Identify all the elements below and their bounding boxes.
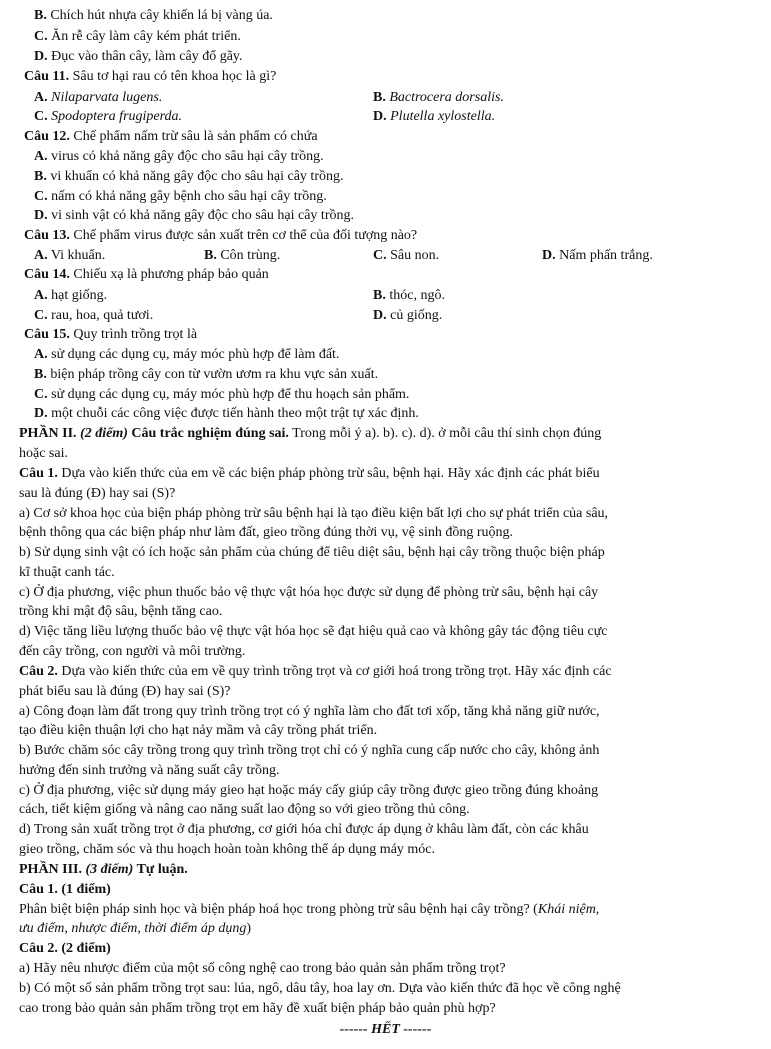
option-d: D. Đục vào thân cây, làm cây đổ gãy. [34,49,243,64]
tf-q2-item-a: a) Công đoạn làm đất trong quy trình trồng trọt có ý nghĩa làm cho đất tơi xốp, tăng khả năng giữ nước, [19,704,600,719]
q11-option-d: D. Plutella xylostella. [373,109,496,124]
tf-q1-item-c-cont: trồng khi mật độ sâu, bệnh tăng cao. [19,604,223,619]
q13-option-c: C. Sâu non. [373,248,440,263]
q12-option-b: B. vi khuẩn có khả năng gây độc cho sâu hại cây trồng. [34,169,344,184]
q15-option-b: B. biện pháp trồng cây con từ vườn ươm ra khu vực sản xuất. [34,367,379,382]
question-13: Câu 13. Chế phẩm virus được sản xuất trên cơ thể của đối tượng nào? [24,228,418,243]
q13-option-a: A. Vi khuẩn. [34,248,106,263]
essay-question-2-b-cont: cao trong bảo quản sản phẩm trồng trọt em hãy đề xuất biện pháp bảo quản phù hợp? [19,1001,496,1016]
tf-q1-item-a-cont: bệnh thông qua các biện pháp như làm đất, gieo trồng đúng thời vụ, vệ sinh đồng ruộng. [19,525,514,540]
option-b: B. Chích hút nhựa cây khiến lá bị vàng úa. [34,8,273,23]
tf-q2-item-b: b) Bước chăm sóc cây trồng trong quy trình trồng trọt chỉ có ý nghĩa cung cấp nước cho cây, không ảnh [19,743,600,758]
tf-q2-item-d-cont: gieo trồng, chăm sóc và thu hoạch hoàn toàn không thể áp dụng máy móc. [19,842,436,857]
tf-q2-item-c: c) Ở địa phương, việc sử dụng máy gieo hạt hoặc máy cấy giúp cây trồng được gieo trồng đúng khoảng [19,783,599,798]
q13-option-b: B. Côn trùng. [204,248,281,263]
q15-option-a: A. sử dụng các dụng cụ, máy móc phù hợp để làm đất. [34,347,340,362]
essay-question-2-heading: Câu 2. (2 điểm) [19,941,111,956]
tf-question-1-cont: sau là đúng (Đ) hay sai (S)? [19,486,176,501]
q15-option-c: C. sử dụng các dụng cụ, máy móc phù hợp để thu hoạch sản phẩm. [34,387,410,402]
q11-option-a: A. Nilaparvata lugens. [34,90,163,105]
tf-q1-item-c: c) Ở địa phương, việc phun thuốc bảo vệ thực vật hóa học được sử dụng để phòng trừ sâu, bệnh hại cây [19,585,599,600]
tf-q2-item-b-cont: hưởng đến sinh trưởng và năng suất cây trồng. [19,763,280,778]
q14-option-d: D. củ giống. [373,308,443,323]
tf-question-1: Câu 1. Dựa vào kiến thức của em về các biện pháp phòng trừ sâu, bệnh hại. Hãy xác định các phát biểu [19,466,600,481]
question-12: Câu 12. Chế phẩm nấm trừ sâu là sản phẩm có chứa [24,129,318,144]
q11-option-b: B. Bactrocera dorsalis. [373,90,504,105]
question-11: Câu 11. Sâu tơ hại rau có tên khoa học là gì? [24,69,277,84]
option-c: C. Ăn rễ cây làm cây kém phát triển. [34,29,241,44]
tf-question-2-cont: phát biểu sau là đúng (Đ) hay sai (S)? [19,684,231,699]
q15-option-d: D. một chuỗi các công việc được tiến hành theo một trật tự xác định. [34,406,419,421]
q14-option-c: C. rau, hoa, quả tươi. [34,308,154,323]
q12-option-a: A. virus có khả năng gây độc cho sâu hại cây trồng. [34,149,324,164]
q12-option-d: D. vi sinh vật có khả năng gây độc cho sâu hại cây trồng. [34,208,354,223]
essay-question-2-a: a) Hãy nêu nhược điểm của một số công nghệ cao trong bảo quản sản phẩm trồng trọt? [19,961,506,976]
tf-q1-item-d-cont: đến cây trồng, con người và môi trường. [19,644,246,659]
essay-question-1: Phân biệt biện pháp sinh học và biện pháp hoá học trong phòng trừ sâu bệnh hại cây trồng? (Khái niệm, [19,902,600,917]
tf-q2-item-a-cont: tạo điều kiện thuận lợi cho hạt nảy mầm và cây trồng phát triển. [19,723,378,738]
q12-option-c: C. nấm có khả năng gây bệnh cho sâu hại cây trồng. [34,189,327,204]
q14-option-b: B. thóc, ngô. [373,288,445,303]
essay-question-2-b: b) Có một số sản phẩm trồng trọt sau: lúa, ngô, dâu tây, hoa lay ơn. Dựa vào kiến thức đã học về công nghệ [19,981,621,996]
tf-q2-item-d: d) Trong sản xuất trồng trọt ở địa phương, cơ giới hóa chỉ được áp dụng ở khâu làm đất, còn các khâu [19,822,589,837]
part-2-heading-cont: hoặc sai. [19,446,68,461]
essay-question-1-heading: Câu 1. (1 điểm) [19,882,111,897]
tf-q1-item-d: d) Việc tăng liều lượng thuốc bảo vệ thực vật hóa học sẽ đạt hiệu quả cao và không gây tác động tiêu cực [19,624,608,639]
question-15: Câu 15. Quy trình trồng trọt là [24,327,198,342]
tf-q2-item-c-cont: cách, tiết kiệm giống và nâng cao năng suất lao động so với gieo trồng thủ công. [19,802,470,817]
q11-option-c: C. Spodoptera frugiperda. [34,109,183,124]
question-14: Câu 14. Chiếu xạ là phương pháp bảo quản [24,267,269,282]
part-2-heading: PHẦN II. (2 điểm) Câu trắc nghiệm đúng sai. Trong mỗi ý a). b). c). d). ở mỗi câu thí sinh chọn đúng [19,426,602,441]
end-marker: ------ HẾT ------ [339,1022,432,1037]
tf-q1-item-b-cont: kĩ thuật canh tác. [19,565,115,580]
part-3-heading: PHẦN III. (3 điểm) Tự luận. [19,862,188,877]
q14-option-a: A. hạt giống. [34,288,108,303]
essay-question-1-cont: ưu điểm, nhược điểm, thời điểm áp dụng) [19,921,252,936]
tf-q1-item-a: a) Cơ sở khoa học của biện pháp phòng trừ sâu bệnh hại là tạo điều kiện bất lợi cho sự phát triển của sâu, [19,506,609,521]
tf-question-2: Câu 2. Dựa vào kiến thức của em về quy trình trồng trọt và cơ giới hoá trong trồng trọt. Hãy xác định các [19,664,612,679]
tf-q1-item-b: b) Sử dụng sinh vật có ích hoặc sản phẩm của chúng để tiêu diệt sâu, bệnh hại cây trồng thuộc biện pháp [19,545,605,560]
q13-option-d: D. Nấm phấn trắng. [542,248,653,263]
